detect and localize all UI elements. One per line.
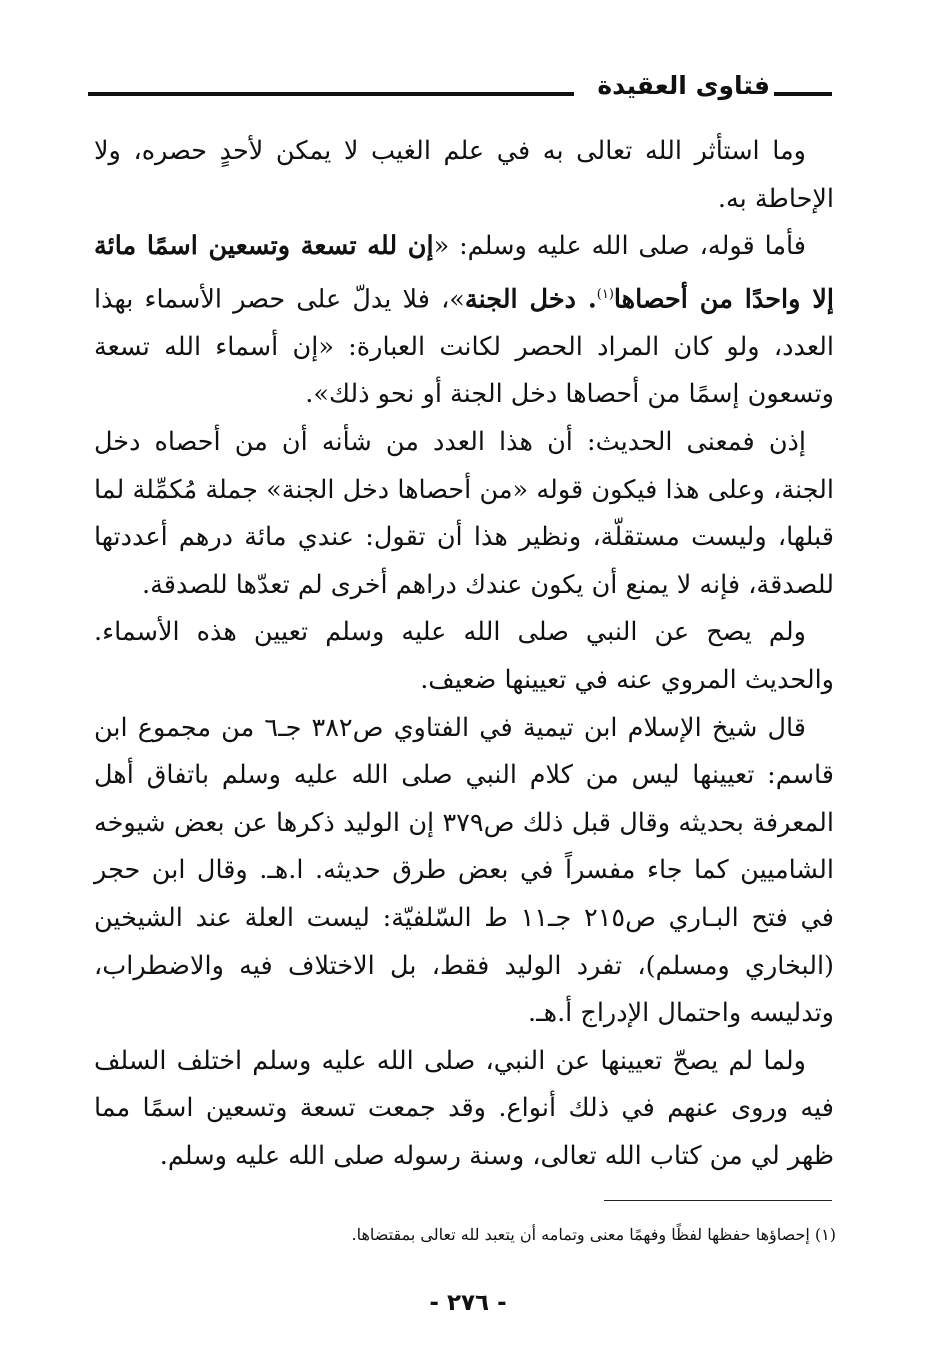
hadith-quote-end: . دخل الجنة — [464, 284, 597, 315]
header-rule-short — [774, 92, 832, 96]
page-number: - ٢٧٦ - — [429, 1290, 507, 1316]
running-header — [88, 66, 832, 108]
paragraph-2 — [94, 223, 834, 419]
footnote-ref: (١) — [596, 286, 614, 302]
paragraph-4: ولم يصح عن النبي صلى الله عليه وسلم تعيين هذه الأسماء. والحديث المروي عنه في تعيينها ضعيف. — [94, 617, 834, 696]
hadith-quote: إن لله تسعة وتسعين اسمًا مائة إلا واحدًا من أحصاها — [94, 231, 834, 315]
paragraph-2-intro: فأما قوله، صلى الله عليه وسلم: « — [433, 231, 806, 262]
page-body — [94, 128, 834, 1181]
paragraph-1: وما استأثر الله تعالى به في علم الغيب لا يمكن لأحدٍ حصره، ولا الإحاطة به. — [94, 136, 834, 214]
paragraph-6: ولما لم يصحّ تعيينها عن النبي، صلى الله عليه وسلم اختلف السلف فيه وروى عنهم في ذلك أنواع. وقد جمعت تسعة وتسعين اسمًا مما ظهر لي من كتاب الله تعالى، وسنة رسوله صلى الله عليه وسلم. — [94, 1045, 834, 1171]
paragraph-5: قال شيخ الإسلام ابن تيمية في الفتاوي ص٣٨٢ جـ٦ من مجموع ابن قاسم: تعيينها ليس من كلام النبي صلى الله عليه وسلم باتفاق أهل المعرفة بحديثه وقال قبل ذلك ص٣٧٩ إن الوليد ذكرها عن بعض شيوخه الشاميين كما جاء مفسراً في بعض طرق حديثه. ا.هـ. وقال ابن حجر في فتح البـاري ص٢١٥ جـ١١ ط السّلفيّة: ليست العلة عند الشيخين (البخاري ومسلم)، تفرد الوليد فقط، بل الاختلاف فيه والاضطراب، وتدليسه واحتمال الإدراج أ.هـ. — [94, 712, 834, 1029]
paragraph-2-rest: »، فلا يدلّ على حصر الأسماء بهذا العدد، ولو كان المراد الحصر لكانت العبارة: «إن أسماء الله تسعة وتسعون إسمًا من أحصاها دخل الجنة أو نحو ذلك». — [94, 284, 834, 410]
paragraph-3: إذن فمعنى الحديث: أن هذا العدد من شأنه أن من أحصاه دخل الجنة، وعلى هذا فيكون قوله «من أحصاها دخل الجنة» جملة مُكمِّلة لما قبلها، وليست مستقلّة، ونظير هذا أن تقول: عندي مائة درهم أعددتها للصدقة، فإنه لا يمنع أن يكون عندك دراهم أخرى لم تعدّها للصدقة. — [94, 427, 834, 600]
header-rule-long — [88, 92, 574, 96]
header-title: فتاوى العقيدة — [597, 71, 770, 100]
footnote-separator — [604, 1200, 832, 1201]
footnote: (١) إحصاؤها حفظها لفظًا وفهمًا معنى وتمامه أن يتعبد لله تعالى بمقتضاها. — [351, 1225, 836, 1244]
